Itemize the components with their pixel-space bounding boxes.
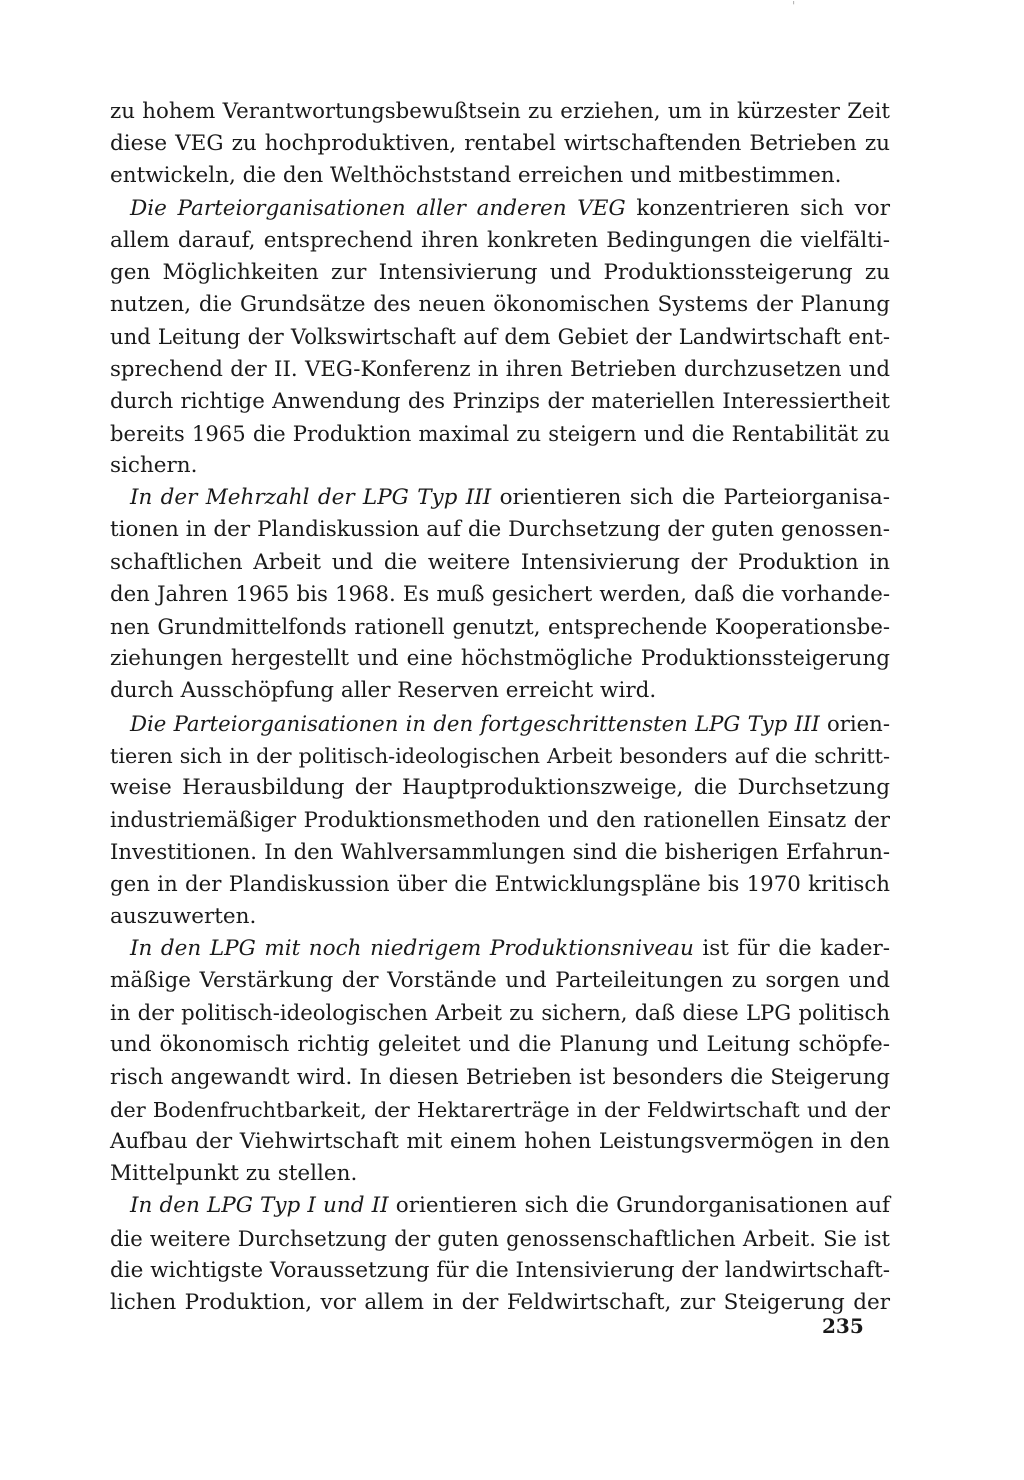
text-line xyxy=(110,514,890,546)
text-line xyxy=(110,193,890,225)
line-text: gen Möglichkeiten zur Intensivierung und Produktionssteigerung zu xyxy=(110,259,890,285)
line-text: die wichtigste Voraussetzung für die Intensivierung der landwirtschaft- xyxy=(110,1257,890,1283)
line-text: konzentrieren sich vor xyxy=(625,195,890,221)
line-text: industriemäßiger Produktionsmethoden und den rationellen Einsatz der xyxy=(110,807,890,833)
text-line xyxy=(110,611,890,643)
line-text: orien- xyxy=(819,710,890,736)
line-text: tieren sich in der politisch-ideologischen Arbeit besonders auf die schritt- xyxy=(110,743,890,768)
line-text: sprechend der II. VEG-Konferenz in ihren Betrieben durchzusetzen und xyxy=(110,356,890,382)
body-text xyxy=(110,96,890,1319)
text-line xyxy=(110,160,890,192)
text-line xyxy=(110,1223,890,1255)
text-line xyxy=(110,1255,890,1287)
line-text: bereits 1965 die Produktion maximal zu steigern und die Rentabilität zu xyxy=(110,420,890,446)
line-text: durch Ausschöpfung aller Reserven erreicht wird. xyxy=(110,678,657,704)
line-text: schaftlichen Arbeit und die weitere Intensivierung der Produktion in xyxy=(110,549,890,575)
text-line xyxy=(110,1029,890,1061)
line-text: durch richtige Anwendung des Prinzips der materiellen Interessiertheit xyxy=(110,388,890,414)
text-line xyxy=(110,804,890,836)
line-text: und ökonomisch richtig geleitet und die Planung und Leitung schöpfe- xyxy=(110,1032,890,1058)
text-line xyxy=(110,901,890,933)
text-line xyxy=(110,547,890,579)
line-text: diese VEG zu hochproduktiven, rentabel wirtschaftenden Betrieben zu xyxy=(110,131,890,157)
text-line xyxy=(110,354,890,386)
line-text: die weitere Durchsetzung der guten genossenschaftlichen Arbeit. Sie ist xyxy=(110,1225,890,1251)
line-text: gen in der Plandiskussion über die Entwicklungspläne bis 1970 kritisch xyxy=(110,871,890,897)
text-line xyxy=(110,965,890,997)
text-line xyxy=(110,643,890,675)
emphasized-phrase: In den LPG mit noch niedrigem Produktionsniveau xyxy=(130,935,694,961)
text-line xyxy=(110,1158,890,1190)
text-line xyxy=(110,836,890,868)
line-text: und Leitung der Volkswirtschaft auf dem Gebiet der Landwirtschaft ent- xyxy=(110,324,890,350)
line-text: Aufbau der Viehwirtschaft mit einem hohen Leistungsvermögen in den xyxy=(110,1129,890,1154)
emphasized-phrase: Die Parteiorganisationen aller anderen VEG xyxy=(130,195,626,221)
text-line xyxy=(110,321,890,353)
text-line xyxy=(110,1126,890,1158)
line-text: nutzen, die Grundsätze des neuen ökonomischen Systems der Planung xyxy=(110,292,890,318)
line-text: ist für die kader- xyxy=(693,935,890,961)
text-line xyxy=(110,579,890,611)
line-text: Investitionen. In den Wahlversammlungen sind die bisherigen Erfahrun- xyxy=(110,839,890,865)
emphasized-phrase: In der Mehrzahl der LPG Typ III xyxy=(130,485,492,511)
line-text: mäßige Verstärkung der Vorstände und Parteileitungen zu sorgen und xyxy=(110,968,890,994)
text-line xyxy=(110,740,890,772)
line-text: der Bodenfruchtbarkeit, der Hektarerträge in der Feldwirtschaft und der xyxy=(110,1097,890,1122)
line-text: nen Grundmittelfonds rationell genutzt, entsprechende Kooperationsbe- xyxy=(110,614,890,639)
text-line xyxy=(110,708,890,740)
text-line xyxy=(110,257,890,289)
emphasized-phrase: In den LPG Typ I und II xyxy=(130,1193,389,1219)
text-line xyxy=(110,450,890,482)
page-number: 235 xyxy=(822,1314,864,1338)
text-line xyxy=(110,1190,890,1222)
text-line xyxy=(110,386,890,418)
line-text: allem darauf, entsprechend ihren konkreten Bedingungen die vielfälti- xyxy=(110,227,890,253)
line-text: sichern. xyxy=(110,453,198,479)
text-line xyxy=(110,1062,890,1094)
line-text: risch angewandt wird. In diesen Betrieben ist besonders die Steigerung xyxy=(110,1064,890,1090)
line-text: orientieren sich die Grundorganisationen auf xyxy=(388,1193,890,1219)
text-line xyxy=(110,869,890,901)
text-line xyxy=(110,1287,890,1319)
line-text: auszuwerten. xyxy=(110,903,257,929)
line-text: lichen Produktion, vor allem in der Feldwirtschaft, zur Steigerung der xyxy=(110,1289,890,1315)
text-line xyxy=(110,772,890,804)
text-line xyxy=(110,675,890,707)
line-text: den Jahren 1965 bis 1968. Es muß gesichert werden, daß die vorhande- xyxy=(110,581,890,607)
text-line xyxy=(110,289,890,321)
line-text: orientieren sich die Parteiorganisa- xyxy=(491,485,890,511)
text-line xyxy=(110,482,890,514)
text-line xyxy=(110,997,890,1029)
text-line xyxy=(110,1094,890,1126)
line-text: entwickeln, die den Welthöchststand erreichen und mitbestimmen. xyxy=(110,163,842,189)
text-line xyxy=(110,96,890,128)
line-text: Mittelpunkt zu stellen. xyxy=(110,1161,358,1187)
text-line xyxy=(110,225,890,257)
line-text: ziehungen hergestellt und eine höchstmögliche Produktionssteigerung xyxy=(110,646,890,672)
corner-mark: ' xyxy=(792,0,796,13)
text-line xyxy=(110,933,890,965)
text-line xyxy=(110,128,890,160)
line-text: tionen in der Plandiskussion auf die Durchsetzung der guten genossen- xyxy=(110,517,890,543)
line-text: in der politisch-ideologischen Arbeit zu sichern, daß diese LPG politisch xyxy=(110,1000,890,1026)
line-text: weise Herausbildung der Hauptproduktionszweige, die Durchsetzung xyxy=(110,774,890,800)
emphasized-phrase: Die Parteiorganisationen in den fortgeschrittensten LPG Typ III xyxy=(130,710,820,736)
text-line xyxy=(110,418,890,450)
line-text: zu hohem Verantwortungsbewußtsein zu erziehen, um in kürzester Zeit xyxy=(110,99,890,124)
